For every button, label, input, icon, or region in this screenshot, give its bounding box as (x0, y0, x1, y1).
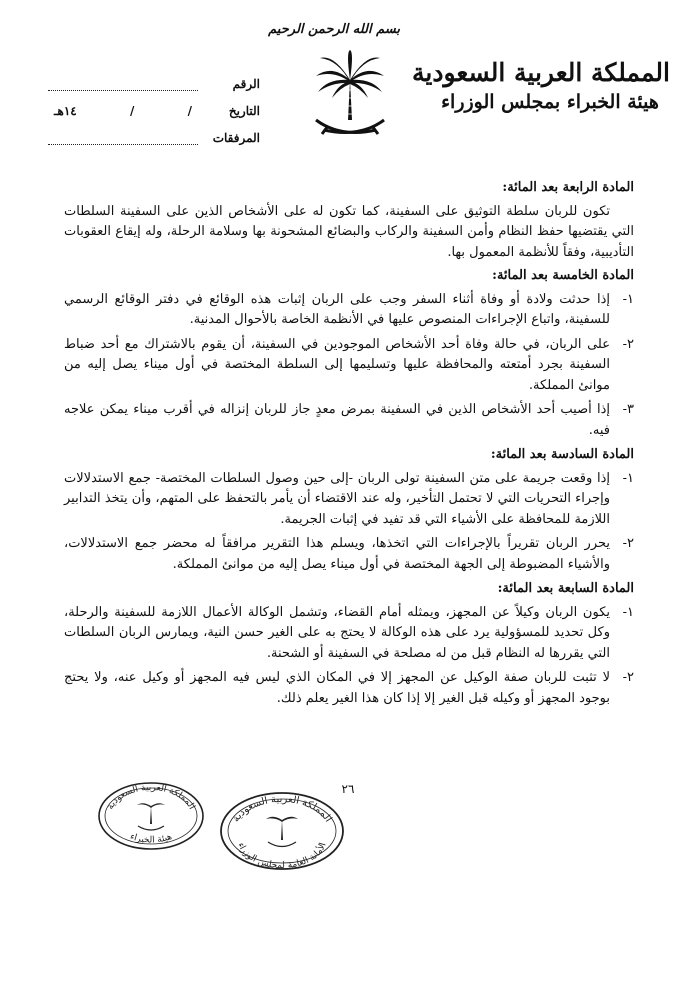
article-105-item-1 (64, 290, 634, 331)
item-number: ١- (622, 604, 634, 620)
svg-text:المملكة العربية السعودية (230, 794, 333, 824)
attachments-row (48, 118, 260, 145)
date-year: ١٤هـ (54, 104, 77, 118)
date-sep-1: / (187, 104, 192, 118)
org-line-kingdom: المملكة العربية السعودية (411, 58, 670, 87)
article-104-title: المادة الرابعة بعد المائة: (502, 180, 634, 195)
article-106-title: المادة السادسة بعد المائة: (490, 447, 634, 462)
org-line-bureau: هيئة الخبراء بمجلس الوزراء (441, 91, 659, 113)
item-text: على الربان، في حالة وفاة أحد الأشخاص الموجودين في السفينة، أن يقوم بالاشتراك مع أحد ضباط السفينة بجرد أمتعته والمحافظة عليها وتسليمها إلى السلطة المختصة في أول ميناء يصل إليه من موانئ المملكة. (64, 336, 610, 393)
article-105-item-2 (64, 335, 634, 397)
item-text: إذا حدثت ولادة أو وفاة أثناء السفر وجب على الربان إثبات هذه الوقائع في دفتر الوقائع الرسمي للسفينة، واتباع الإجراءات المنصوص عليها في الأنظمة الخاصة بالأحوال المدنية. (64, 291, 610, 327)
item-number: ٢- (622, 536, 634, 551)
article-107-item-2 (64, 668, 634, 709)
attachments-label: المرفقات (212, 131, 260, 145)
date-value (48, 104, 198, 118)
reference-line (48, 76, 198, 91)
official-stamp-right-icon (218, 790, 346, 872)
item-number: ١- (622, 291, 634, 307)
date-sep-2: / (129, 104, 135, 118)
organization-name (411, 56, 670, 115)
stamp-right-bottom-text: الأمانة العامة لمجلس الوزراء (235, 841, 329, 872)
svg-text:هيئة الخبراء (129, 832, 174, 846)
item-text: إذا أصيب أحد الأشخاص الذين في السفينة بمرض معدٍ جاز للربان إنزاله في أقرب ميناء يمكن علاجه فيه. (64, 402, 610, 438)
date-label: التاريخ (228, 104, 260, 118)
attachments-line (48, 130, 198, 145)
item-text: لا تثبت للربان صفة الوكيل عن المجهز إلا في المكان الذي ليس فيه المجهز أو وكيل عنه، ولا يحتج بوجود المجهز أو وكيله قبل الغير إلا إذا كان هذا الغير يعلم ذلك. (64, 670, 610, 706)
item-number: ٢- (622, 336, 634, 352)
document-body (64, 176, 634, 713)
stamp-right-top-text: المملكة العربية السعودية (230, 793, 334, 825)
item-text: يحرر الربان تقريراً بالإجراءات التي اتخذها، ويسلم هذا التقرير مرافقاً له محضر جمع الاستدلالات، والأشياء المضبوطة إلى الجهة المختصة في أول ميناء يصل إليه من موانئ المملكة. (64, 536, 610, 572)
item-text: يكون الربان وكيلاً عن المجهز، ويمثله أمام القضاء، وتشمل الوكالة الأعمال اللازمة للسفينة والرحلة، وكل تحديد للمسؤولية يرد على هذه الوكالة لا يحتج به على الغير حسن النية، ويمارس الربان السلطات التي يقررها له النظام قبل من له مصلحة في السفينة أو الشحنة. (64, 604, 610, 661)
article-106-item-1 (64, 469, 634, 531)
article-106-item-2 (64, 534, 634, 575)
stamp-left-bottom-text: هيئة الخبراء (128, 831, 174, 846)
saudi-emblem-icon (310, 50, 390, 142)
article-105-item-3 (64, 400, 634, 441)
reference-label: الرقم (232, 77, 260, 91)
letterhead-fields (48, 64, 260, 145)
basmala: بسم الله الرحمن الرحيم (268, 22, 400, 37)
item-number: ٢- (622, 670, 634, 685)
item-number: ١- (622, 470, 634, 486)
article-107-title: المادة السابعة بعد المائة: (497, 581, 634, 596)
reference-row (48, 64, 260, 91)
article-104-text: تكون للربان سلطة التوثيق على السفينة، كما تكون له على الأشخاص الذين على السفينة السلطات التي يقتضيها حفظ النظام وأمن السفينة والركاب والبضائع المشحونة بها وسلامة الرحلة، وله إيقاع العقوبات التأديبية، وفقاً للأنظمة المعمول بها. (64, 203, 634, 260)
stamp-left-top-text: المملكة العربية السعودية (105, 782, 197, 812)
date-row (48, 91, 260, 118)
item-number: ٣- (622, 402, 634, 417)
official-stamp-left-icon (96, 780, 206, 852)
article-107-item-1 (64, 603, 634, 665)
article-105-title: المادة الخامسة بعد المائة: (492, 268, 634, 283)
page-number: ٢٦ (341, 782, 355, 796)
item-text: إذا وقعت جريمة على متن السفينة تولى الربان -إلى حين وصول السلطات المختصة- جمع الاستدلالات وإجراء التحريات التي لا تحتمل التأخير، وله عند الاقتضاء أن يأمر بالتحفظ على المتهم، وأن يتخذ التدابير اللازمة للمحافظة على الأشياء التي قد تفيد في إثبات الجريمة. (64, 470, 610, 527)
